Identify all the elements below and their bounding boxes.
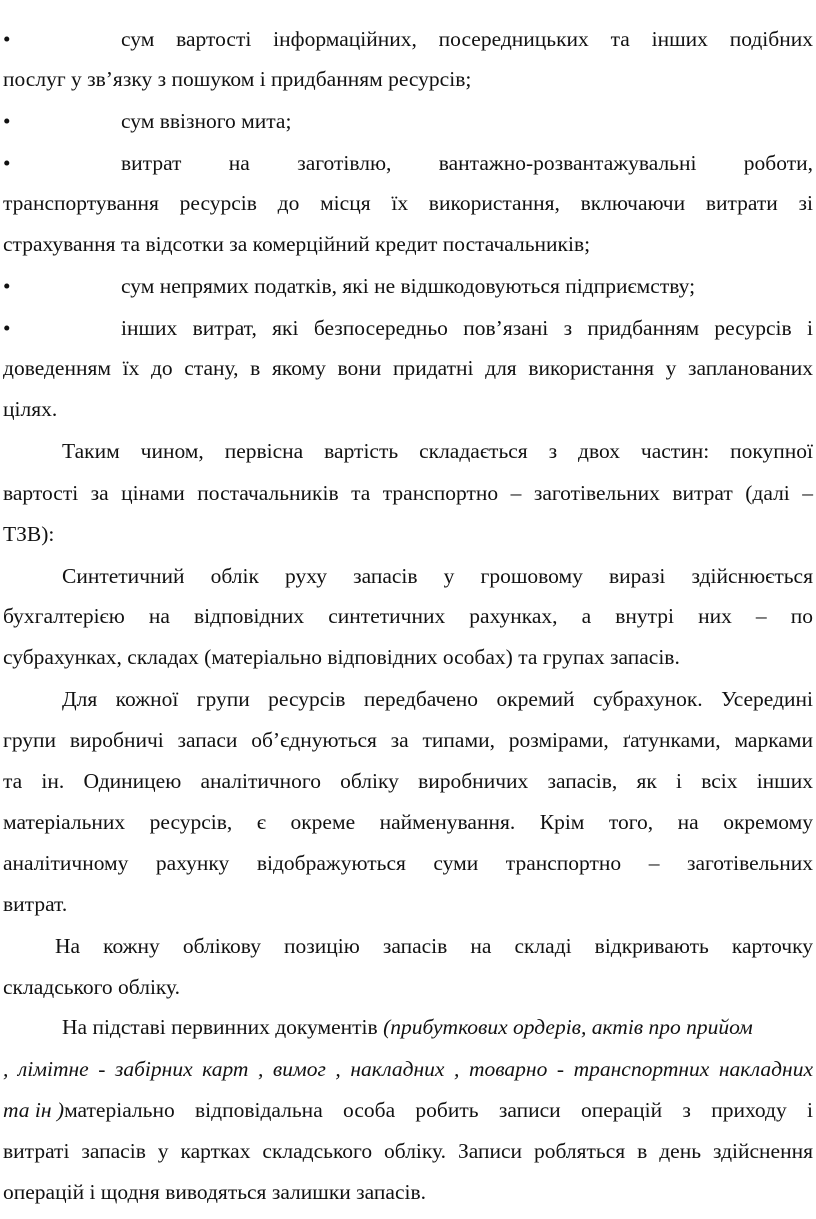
p5-line-2: , лімітне - забірних карт , вимог , накладних , товарно - транспортних накладних [3,1057,813,1081]
p1-line-1: Таким чином, первісна вартість складається з двох частин: покупної [62,439,813,463]
bullet-5-line-3: цілях. [3,397,58,421]
bullet-marker: • [3,316,11,340]
bullet-marker: • [3,274,11,298]
p3-line-6: витрат. [3,892,68,916]
p5-line-3-normal: матеріально відповідальна особа робить записи операцій з приходу і [64,1098,813,1122]
bullet-1-line-1: сум вартості інформаційних, посередницьких та інших подібних [121,27,813,51]
p3-line-3: та ін. Одиницею аналітичного обліку виробничих запасів, як і всіх інших [3,769,813,793]
bullet-3-line-1: витрат на заготівлю, вантажно-розвантажувальні роботи, [121,151,813,175]
p5-line-3 [3,1095,813,1125]
p4-line-1: На кожну облікову позицію запасів на складі відкривають карточку [55,934,813,958]
p5-line-1-italic: (прибуткових ордерів, актів про прийом [383,1015,753,1039]
bullet-5-line-2: доведенням їх до стану, в якому вони придатні для використання у запланованих [3,356,813,380]
p5-line-5: операцій і щодня виводяться залишки запасів. [3,1180,427,1204]
bullet-4-line-1: сум непрямих податків, які не відшкодовуються підприємству; [121,274,696,298]
bullet-3-line-2: транспортування ресурсів до місця їх використання, включаючи витрати зі [3,191,813,215]
bullet-5-line-1: інших витрат, які безпосередньо пов’язані з придбанням ресурсів і [121,316,813,340]
p3-line-4: матеріальних ресурсів, є окреме найменування. Крім того, на окремому [3,810,813,834]
p5-line-4: витраті запасів у картках складського обліку. Записи робляться в день здійснення [3,1139,813,1163]
bullet-3-line-3: страхування та відсотки за комерційний кредит постачальників; [3,232,591,256]
bullet-marker: • [3,151,11,175]
p5-line-3-italic: та ін ) [3,1098,65,1122]
p4-line-2: складського обліку. [3,975,181,999]
bullet-marker: • [3,27,11,51]
bullet-marker: • [3,109,11,133]
p5-line-1 [62,1012,813,1042]
p2-line-2: бухгалтерією на відповідних синтетичних рахунках, а внутрі них – по [3,604,813,628]
p2-line-1: Синтетичний облік руху запасів у грошовому виразі здійснюється [62,564,813,588]
p3-line-2: групи виробничі запаси об’єднуються за типами, розмірами, ґатунками, марками [3,728,813,752]
bullet-1-line-2: послуг у зв’язку з пошуком і придбанням ресурсів; [3,67,472,91]
p1-line-2: вартості за цінами постачальників та транспортно – заготівельних витрат (далі – [3,481,813,505]
p3-line-5: аналітичному рахунку відображуються суми транспортно – заготівельних [3,851,813,875]
p1-line-3: ТЗВ): [3,522,55,546]
p3-line-1: Для кожної групи ресурсів передбачено окремий субрахунок. Усередині [62,687,813,711]
bullet-2-line-1: сум ввізного мита; [121,109,292,133]
p2-line-3: субрахунках, складах (матеріально відповідних особах) та групах запасів. [3,645,680,669]
p5-line-1-normal: На підставі первинних документів [62,1015,384,1039]
